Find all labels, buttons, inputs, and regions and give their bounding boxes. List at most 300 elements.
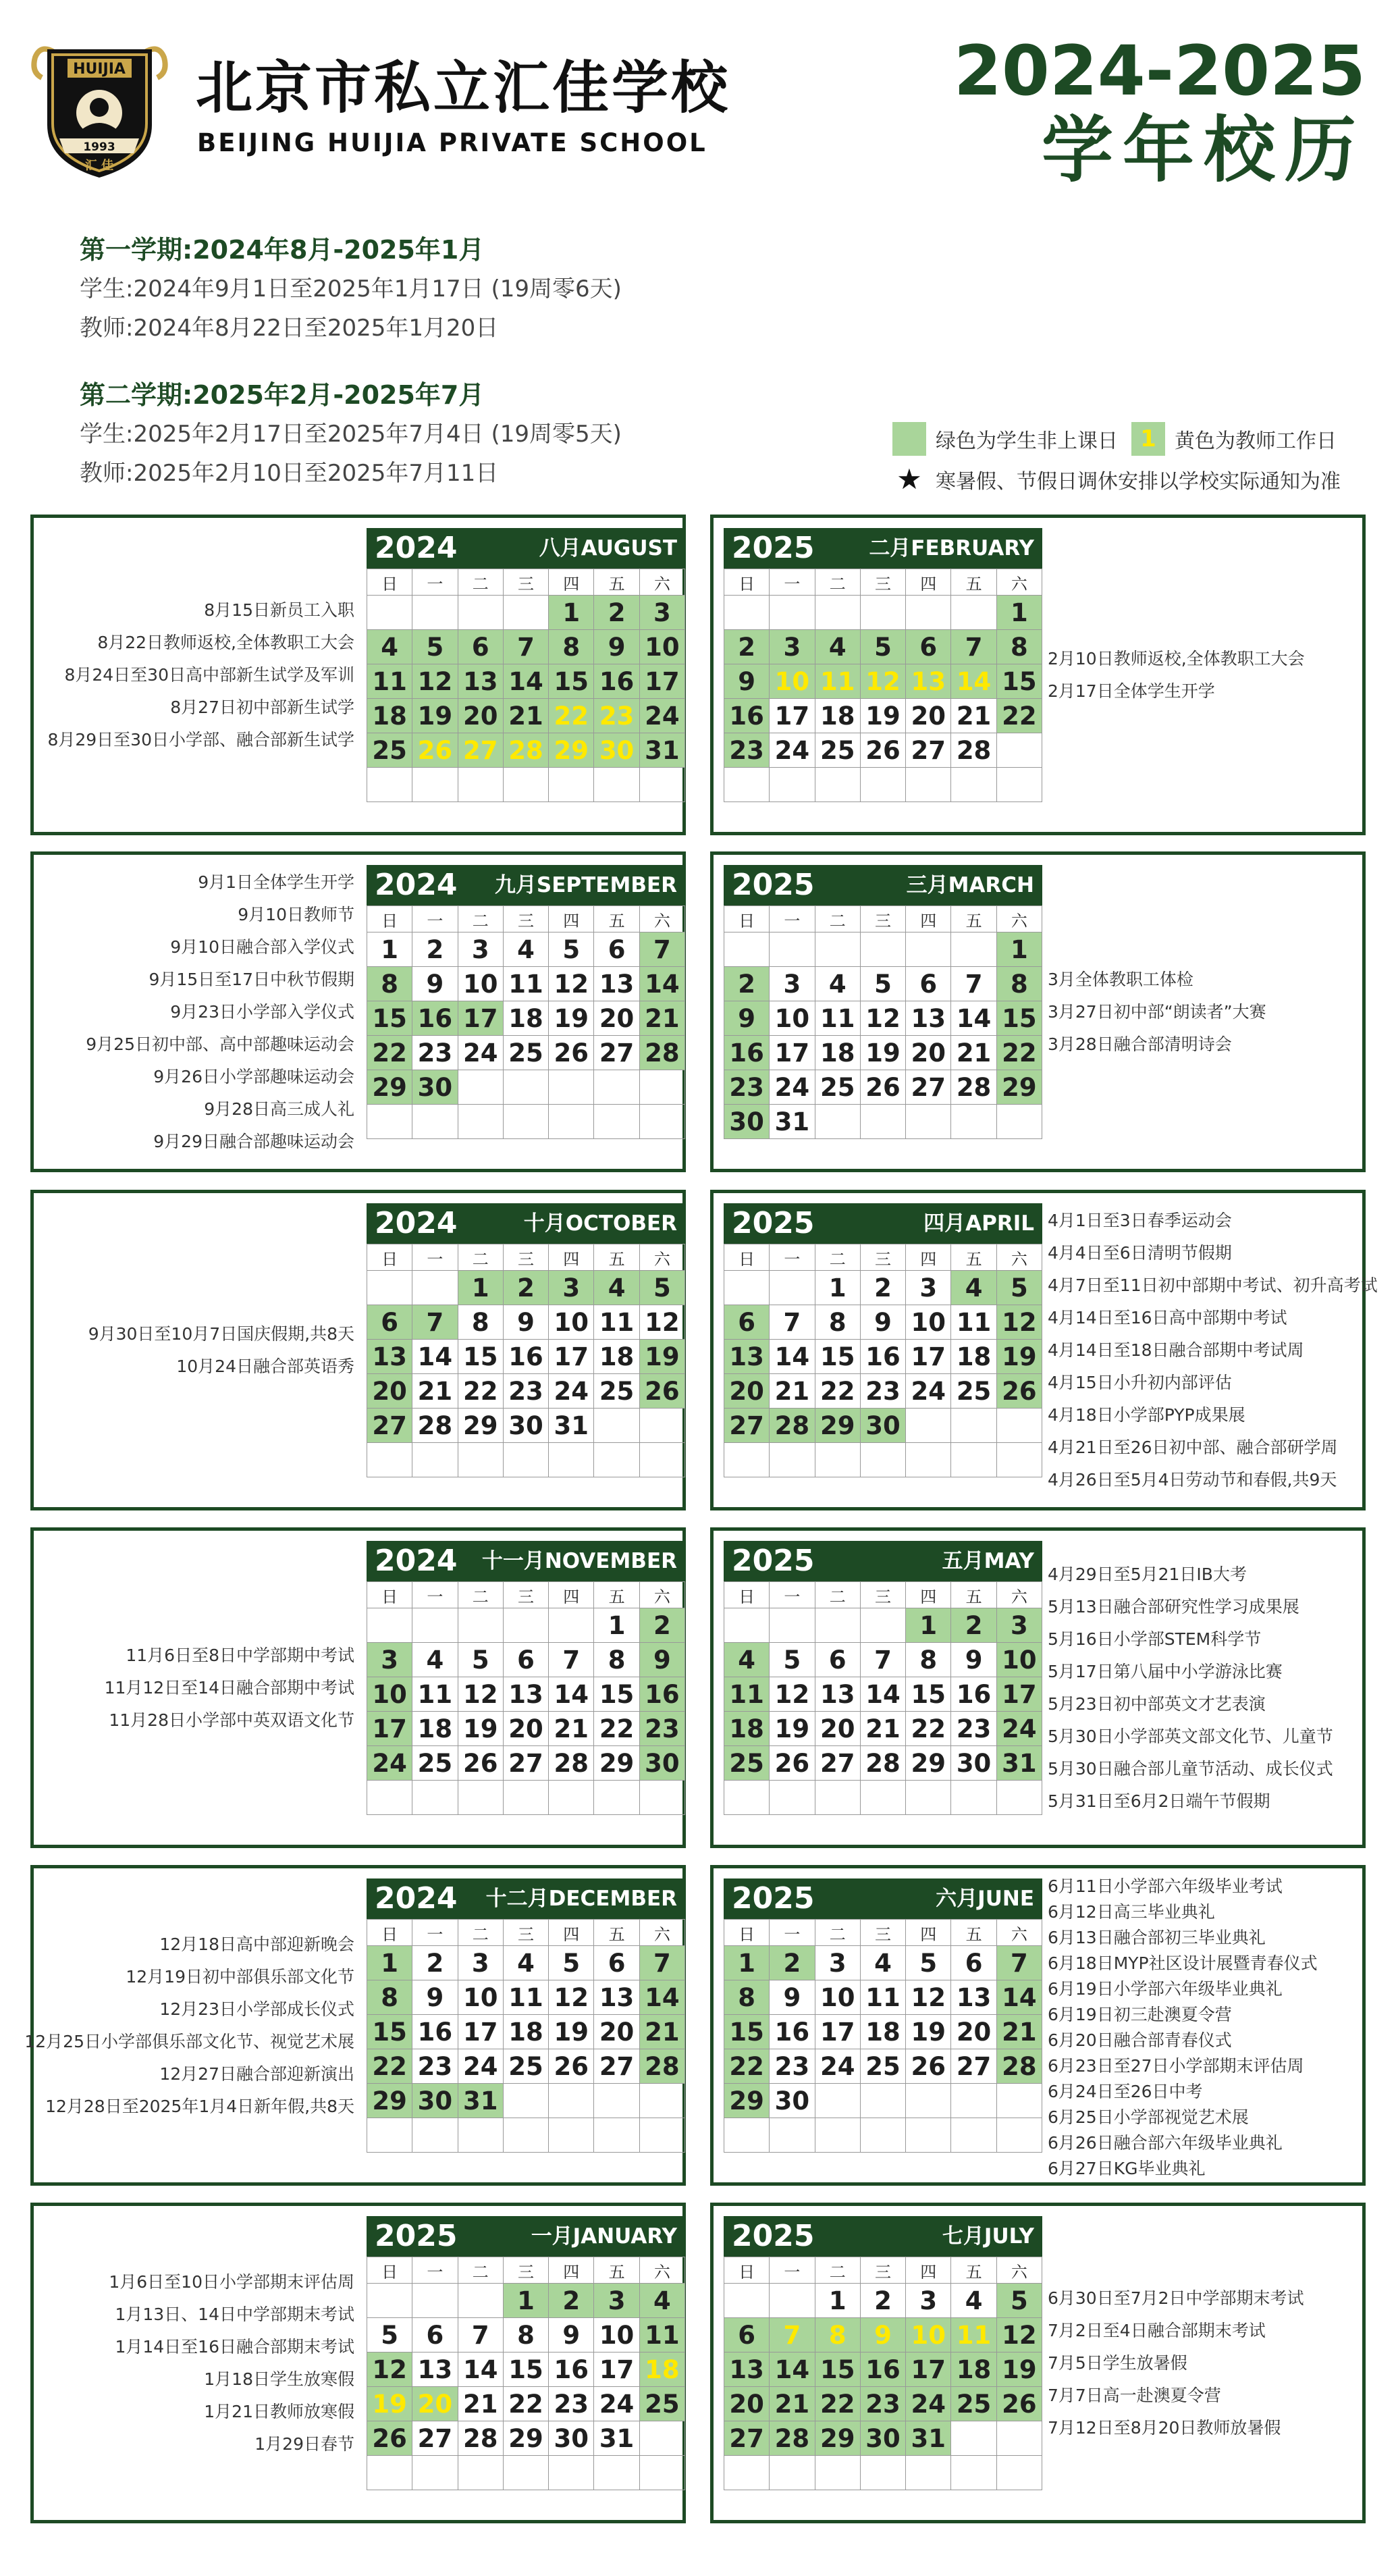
- term-2-teacher: 教师:2025年2月10日至2025年7月11日: [80, 460, 499, 487]
- day-cell: 16: [412, 1001, 458, 1036]
- month-header: [367, 1203, 685, 1244]
- empty-day-cell: [458, 1781, 504, 1815]
- event-note: 4月7日至11日初中部期中考试、初升高考试: [1048, 1276, 1378, 1295]
- day-cell: 6: [951, 1946, 996, 1980]
- event-note: 1月14日至16日融合部期末考试: [115, 2337, 354, 2357]
- empty-day-cell: [951, 596, 996, 630]
- day-cell: 16: [412, 2015, 458, 2049]
- day-cell: 30: [412, 2084, 458, 2118]
- day-cell: 13: [951, 1980, 996, 2015]
- day-cell: 5: [640, 1271, 685, 1305]
- empty-day-cell: [906, 932, 951, 967]
- day-cell: 5: [770, 1643, 815, 1677]
- weekday-header: 二: [815, 569, 861, 596]
- day-cell: 26: [997, 1374, 1042, 1409]
- day-cell: 26: [906, 2049, 951, 2084]
- day-cell: 5: [458, 1643, 504, 1677]
- empty-day-cell: [815, 2118, 861, 2153]
- month-name: 三月MARCH: [906, 872, 1034, 897]
- day-cell: 18: [412, 1712, 458, 1746]
- day-cell: 26: [997, 2387, 1042, 2421]
- weekday-header: 六: [640, 906, 685, 932]
- day-cell: 9: [724, 1001, 770, 1036]
- month-name: 十二月DECEMBER: [485, 1886, 677, 1911]
- empty-day-cell: [458, 596, 504, 630]
- day-cell: 27: [906, 1070, 951, 1105]
- day-cell: 2: [861, 1271, 906, 1305]
- day-cell: 8: [367, 967, 412, 1001]
- day-cell: 9: [724, 664, 770, 699]
- day-cell: 31: [906, 2421, 951, 2456]
- month-name: 五月MAY: [942, 1548, 1034, 1573]
- empty-day-cell: [815, 2084, 861, 2118]
- day-cell: 22: [724, 2049, 770, 2084]
- empty-day-cell: [504, 2456, 549, 2490]
- day-cell: 24: [906, 1374, 951, 1409]
- event-note: 12月27日融合部迎新演出: [159, 2064, 354, 2084]
- day-cell: 11: [815, 664, 861, 699]
- day-cell: 7: [770, 2318, 815, 2352]
- day-cell: 17: [997, 1677, 1042, 1712]
- empty-day-cell: [458, 1443, 504, 1477]
- empty-day-cell: [549, 1105, 594, 1139]
- day-cell: 5: [997, 1271, 1042, 1305]
- event-note: 4月26日至5月4日劳动节和春假,共9天: [1048, 1470, 1337, 1490]
- event-note: 3月27日初中部“朗读者”大赛: [1048, 1002, 1266, 1022]
- day-cell: 21: [412, 1374, 458, 1409]
- day-cell: 3: [594, 2284, 639, 2318]
- month-year: 2024: [375, 1206, 458, 1240]
- event-note: 9月23日小学部入学仪式: [170, 1002, 354, 1022]
- event-note: 8月27日初中部新生试学: [170, 698, 354, 717]
- day-cell: 28: [770, 1409, 815, 1443]
- event-note: 7月12日至8月20日教师放暑假: [1048, 2418, 1281, 2438]
- weekday-header: 三: [861, 906, 906, 932]
- empty-day-cell: [640, 2118, 685, 2153]
- day-cell: 6: [367, 1305, 412, 1340]
- day-cell: 30: [594, 733, 639, 768]
- month-panel: [710, 515, 1366, 835]
- day-cell: 19: [412, 699, 458, 733]
- event-note: 9月15日至17日中秋节假期: [149, 970, 354, 989]
- star-icon: ★: [896, 463, 922, 496]
- empty-day-cell: [640, 2421, 685, 2456]
- weekday-header: 三: [861, 1582, 906, 1608]
- day-cell: 13: [412, 2352, 458, 2387]
- day-cell: 15: [815, 1340, 861, 1374]
- empty-day-cell: [951, 1781, 996, 1815]
- day-cell: 17: [367, 1712, 412, 1746]
- day-cell: 3: [770, 967, 815, 1001]
- day-cell: 28: [504, 733, 549, 768]
- day-cell: 15: [724, 2015, 770, 2049]
- day-cell: 3: [770, 630, 815, 664]
- empty-day-cell: [724, 1443, 770, 1477]
- day-cell: 21: [640, 1001, 685, 1036]
- month-name: 二月FEBRUARY: [869, 535, 1034, 560]
- day-cell: 29: [815, 2421, 861, 2456]
- event-note: 4月15日小升初内部评估: [1048, 1373, 1232, 1392]
- day-cell: 22: [906, 1712, 951, 1746]
- day-cell: 9: [640, 1643, 685, 1677]
- weekday-header: 三: [861, 2257, 906, 2284]
- month-day-grid: [724, 569, 1042, 802]
- school-name-cn: 北京市私立汇佳学校: [196, 55, 731, 121]
- day-cell: 19: [770, 1712, 815, 1746]
- event-note: 8月24日至30日高中部新生试学及军训: [64, 665, 354, 685]
- weekday-header: 一: [770, 1582, 815, 1608]
- month-calendar: [367, 1878, 685, 2153]
- day-cell: 15: [997, 664, 1042, 699]
- day-cell: 15: [815, 2352, 861, 2387]
- day-cell: 12: [458, 1677, 504, 1712]
- day-cell: 10: [640, 630, 685, 664]
- empty-day-cell: [504, 1608, 549, 1643]
- event-note: 9月10日融合部入学仪式: [170, 937, 354, 957]
- weekday-header: 四: [549, 2257, 594, 2284]
- day-cell: 11: [594, 1305, 639, 1340]
- weekday-header: 四: [906, 1920, 951, 1946]
- day-cell: 8: [724, 1980, 770, 2015]
- day-cell: 2: [594, 596, 639, 630]
- weekday-header: 五: [594, 906, 639, 932]
- month-calendar: [367, 865, 685, 1139]
- day-cell: 27: [724, 2421, 770, 2456]
- empty-day-cell: [367, 2118, 412, 2153]
- day-cell: 17: [770, 699, 815, 733]
- day-cell: 27: [594, 2049, 639, 2084]
- empty-day-cell: [997, 2084, 1042, 2118]
- empty-day-cell: [640, 768, 685, 802]
- event-note: 9月28日高三成人礼: [204, 1099, 354, 1119]
- event-note: 1月18日学生放寒假: [204, 2369, 354, 2389]
- academic-year-title: 2024-2025: [953, 31, 1366, 111]
- day-cell: 11: [412, 1677, 458, 1712]
- empty-day-cell: [770, 1781, 815, 1815]
- month-header: [724, 2216, 1042, 2257]
- day-cell: 12: [861, 664, 906, 699]
- day-cell: 9: [951, 1643, 996, 1677]
- event-notes: [1048, 1205, 1378, 1496]
- day-cell: 17: [815, 2015, 861, 2049]
- empty-day-cell: [724, 768, 770, 802]
- empty-day-cell: [861, 1608, 906, 1643]
- legend: [892, 419, 1378, 500]
- month-name: 六月JUNE: [936, 1886, 1034, 1911]
- day-cell: 11: [951, 2318, 996, 2352]
- weekday-header: 一: [412, 1920, 458, 1946]
- day-cell: 8: [594, 1643, 639, 1677]
- weekday-header: 六: [997, 906, 1042, 932]
- day-cell: 14: [640, 1980, 685, 2015]
- day-cell: 1: [815, 2284, 861, 2318]
- empty-day-cell: [367, 1781, 412, 1815]
- empty-day-cell: [906, 2456, 951, 2490]
- day-cell: 17: [770, 1036, 815, 1070]
- empty-day-cell: [724, 2284, 770, 2318]
- day-cell: 26: [640, 1374, 685, 1409]
- empty-day-cell: [594, 2456, 639, 2490]
- weekday-header: 五: [594, 1244, 639, 1271]
- day-cell: 19: [549, 2015, 594, 2049]
- event-note: 2月17日全体学生开学: [1048, 681, 1215, 701]
- day-cell: 7: [770, 1305, 815, 1340]
- weekday-header: 一: [770, 906, 815, 932]
- empty-day-cell: [951, 2118, 996, 2153]
- day-cell: 12: [640, 1305, 685, 1340]
- event-note: 1月6日至10日小学部期末评估周: [109, 2272, 354, 2292]
- weekday-header: 日: [724, 1244, 770, 1271]
- day-cell: 17: [640, 664, 685, 699]
- empty-day-cell: [770, 2456, 815, 2490]
- day-cell: 30: [549, 2421, 594, 2456]
- day-cell: 26: [770, 1746, 815, 1781]
- weekday-header: 二: [458, 2257, 504, 2284]
- empty-day-cell: [504, 1443, 549, 1477]
- empty-day-cell: [458, 1070, 504, 1105]
- weekday-header: 四: [906, 1244, 951, 1271]
- weekday-header: 一: [412, 2257, 458, 2284]
- term-1-title: 第一学期:2024年8月-2025年1月: [80, 235, 485, 265]
- weekday-header: 四: [549, 569, 594, 596]
- event-note: 6月26日融合部六年级毕业典礼: [1048, 2133, 1283, 2153]
- event-note: 4月4日至6日清明节假期: [1048, 1243, 1232, 1263]
- term-2-title: 第二学期:2025年2月-2025年7月: [80, 380, 485, 410]
- day-cell: 30: [861, 2421, 906, 2456]
- empty-day-cell: [997, 1443, 1042, 1477]
- day-cell: 19: [997, 1340, 1042, 1374]
- month-panel: [710, 2203, 1366, 2523]
- day-cell: 4: [640, 2284, 685, 2318]
- empty-day-cell: [951, 1409, 996, 1443]
- day-cell: 4: [594, 1271, 639, 1305]
- event-note: 8月29日至30日小学部、融合部新生试学: [47, 730, 354, 750]
- event-note: 9月10日教师节: [238, 905, 354, 924]
- day-cell: 27: [458, 733, 504, 768]
- day-cell: 29: [367, 2084, 412, 2118]
- weekday-header: 五: [594, 569, 639, 596]
- weekday-header: 二: [815, 2257, 861, 2284]
- month-day-grid: [367, 1244, 685, 1477]
- weekday-header: 一: [412, 906, 458, 932]
- day-cell: 25: [412, 1746, 458, 1781]
- day-cell: 17: [594, 2352, 639, 2387]
- day-cell: 14: [770, 1340, 815, 1374]
- day-cell: 31: [549, 1409, 594, 1443]
- month-calendar: [367, 2216, 685, 2490]
- month-panel: [710, 851, 1366, 1172]
- day-cell: 3: [906, 1271, 951, 1305]
- day-cell: 2: [412, 932, 458, 967]
- day-cell: 22: [367, 2049, 412, 2084]
- term-1-teacher: 教师:2024年8月22日至2025年1月20日: [80, 315, 499, 342]
- event-note: 5月13日融合部研究性学习成果展: [1048, 1597, 1299, 1616]
- yellow-legend-label: 黄色为教师工作日: [1175, 429, 1337, 453]
- day-cell: 26: [458, 1746, 504, 1781]
- day-cell: 20: [504, 1712, 549, 1746]
- event-notes: [24, 1928, 354, 2123]
- weekday-header: 一: [770, 1920, 815, 1946]
- day-cell: 15: [997, 1001, 1042, 1036]
- day-cell: 28: [951, 1070, 996, 1105]
- term-2: [80, 375, 809, 493]
- weekday-header: 三: [861, 1244, 906, 1271]
- day-cell: 15: [458, 1340, 504, 1374]
- weekday-header: 四: [906, 906, 951, 932]
- school-name-en: BEIJING HUIJIA PRIVATE SCHOOL: [197, 128, 707, 157]
- event-note: 9月29日融合部趣味运动会: [153, 1132, 354, 1151]
- weekday-header: 日: [367, 569, 412, 596]
- month-day-grid: [724, 2257, 1042, 2490]
- day-cell: 10: [367, 1677, 412, 1712]
- month-name: 七月JULY: [942, 2224, 1034, 2249]
- day-cell: 30: [640, 1746, 685, 1781]
- day-cell: 18: [815, 1036, 861, 1070]
- day-cell: 25: [951, 1374, 996, 1409]
- weekday-header: 一: [412, 569, 458, 596]
- day-cell: 1: [458, 1271, 504, 1305]
- day-cell: 16: [594, 664, 639, 699]
- day-cell: 3: [997, 1608, 1042, 1643]
- green-swatch: [892, 422, 926, 456]
- day-cell: 10: [458, 967, 504, 1001]
- month-header: [724, 1878, 1042, 1919]
- day-cell: 21: [640, 2015, 685, 2049]
- day-cell: 18: [951, 1340, 996, 1374]
- day-cell: 5: [549, 1946, 594, 1980]
- day-cell: 8: [504, 2318, 549, 2352]
- day-cell: 2: [861, 2284, 906, 2318]
- day-cell: 23: [724, 733, 770, 768]
- day-cell: 23: [594, 699, 639, 733]
- empty-day-cell: [549, 1443, 594, 1477]
- day-cell: 4: [412, 1643, 458, 1677]
- day-cell: 18: [594, 1340, 639, 1374]
- event-note: 9月1日全体学生开学: [198, 872, 354, 892]
- month-year: 2025: [732, 868, 815, 902]
- day-cell: 23: [770, 2049, 815, 2084]
- day-cell: 16: [724, 1036, 770, 1070]
- day-cell: 16: [724, 699, 770, 733]
- day-cell: 25: [640, 2387, 685, 2421]
- month-panel: [30, 2203, 686, 2523]
- day-cell: 24: [906, 2387, 951, 2421]
- empty-day-cell: [997, 1409, 1042, 1443]
- day-cell: 23: [549, 2387, 594, 2421]
- day-cell: 7: [861, 1643, 906, 1677]
- day-cell: 25: [594, 1374, 639, 1409]
- empty-day-cell: [997, 1105, 1042, 1139]
- day-cell: 14: [951, 664, 996, 699]
- month-day-grid: [367, 1919, 685, 2153]
- day-cell: 20: [724, 1374, 770, 1409]
- day-cell: 10: [770, 664, 815, 699]
- weekday-header: 六: [997, 1244, 1042, 1271]
- day-cell: 29: [594, 1746, 639, 1781]
- event-note: 6月27日KG毕业典礼: [1048, 2159, 1206, 2178]
- month-year: 2025: [375, 2219, 458, 2253]
- day-cell: 9: [861, 1305, 906, 1340]
- weekday-header: 日: [367, 1244, 412, 1271]
- day-cell: 29: [906, 1746, 951, 1781]
- day-cell: 27: [594, 1036, 639, 1070]
- day-cell: 5: [906, 1946, 951, 1980]
- day-cell: 3: [640, 596, 685, 630]
- empty-day-cell: [640, 1781, 685, 1815]
- empty-day-cell: [951, 768, 996, 802]
- day-cell: 1: [815, 1271, 861, 1305]
- day-cell: 22: [815, 2387, 861, 2421]
- logo-year: 1993: [83, 140, 115, 154]
- empty-day-cell: [458, 1105, 504, 1139]
- month-calendar: [724, 1878, 1042, 2153]
- day-cell: 3: [458, 1946, 504, 1980]
- day-cell: 12: [549, 1980, 594, 2015]
- day-cell: 4: [367, 630, 412, 664]
- weekday-header: 三: [861, 1920, 906, 1946]
- empty-day-cell: [640, 1070, 685, 1105]
- day-cell: 10: [815, 1980, 861, 2015]
- empty-day-cell: [906, 596, 951, 630]
- day-cell: 31: [594, 2421, 639, 2456]
- event-note: 6月20日融合部青春仪式: [1048, 2030, 1232, 2050]
- day-cell: 2: [504, 1271, 549, 1305]
- day-cell: 10: [458, 1980, 504, 2015]
- empty-day-cell: [594, 768, 639, 802]
- month-name: 九月SEPTEMBER: [494, 872, 677, 897]
- event-note: 12月28日至2025年1月4日新年假,共8天: [45, 2097, 354, 2116]
- month-panel: [30, 515, 686, 835]
- weekday-header: 六: [997, 1582, 1042, 1608]
- day-cell: 29: [997, 1070, 1042, 1105]
- empty-day-cell: [997, 1781, 1042, 1815]
- day-cell: 1: [367, 1946, 412, 1980]
- empty-day-cell: [412, 2118, 458, 2153]
- event-note: 12月25日小学部俱乐部文化节、视觉艺术展: [24, 2032, 354, 2051]
- day-cell: 24: [594, 2387, 639, 2421]
- day-cell: 24: [997, 1712, 1042, 1746]
- event-notes: [88, 1318, 354, 1383]
- day-cell: 12: [997, 2318, 1042, 2352]
- day-cell: 2: [724, 630, 770, 664]
- weekday-header: 日: [367, 1582, 412, 1608]
- empty-day-cell: [549, 1608, 594, 1643]
- day-cell: 19: [861, 1036, 906, 1070]
- weekday-header: 日: [724, 906, 770, 932]
- day-cell: 9: [412, 967, 458, 1001]
- day-cell: 2: [549, 2284, 594, 2318]
- day-cell: 20: [906, 699, 951, 733]
- weekday-header: 六: [997, 2257, 1042, 2284]
- day-cell: 21: [861, 1712, 906, 1746]
- empty-day-cell: [412, 2284, 458, 2318]
- day-cell: 6: [458, 630, 504, 664]
- weekday-header: 二: [458, 1920, 504, 1946]
- empty-day-cell: [549, 1781, 594, 1815]
- day-cell: 2: [770, 1946, 815, 1980]
- month-panel: [710, 1190, 1378, 1510]
- day-cell: 28: [549, 1746, 594, 1781]
- month-year: 2025: [732, 1206, 815, 1240]
- weekday-header: 日: [724, 2257, 770, 2284]
- day-cell: 15: [906, 1677, 951, 1712]
- empty-day-cell: [504, 1781, 549, 1815]
- empty-day-cell: [815, 1443, 861, 1477]
- day-cell: 26: [861, 733, 906, 768]
- weekday-header: 六: [997, 1920, 1042, 1946]
- day-cell: 29: [458, 1409, 504, 1443]
- day-cell: 21: [770, 2387, 815, 2421]
